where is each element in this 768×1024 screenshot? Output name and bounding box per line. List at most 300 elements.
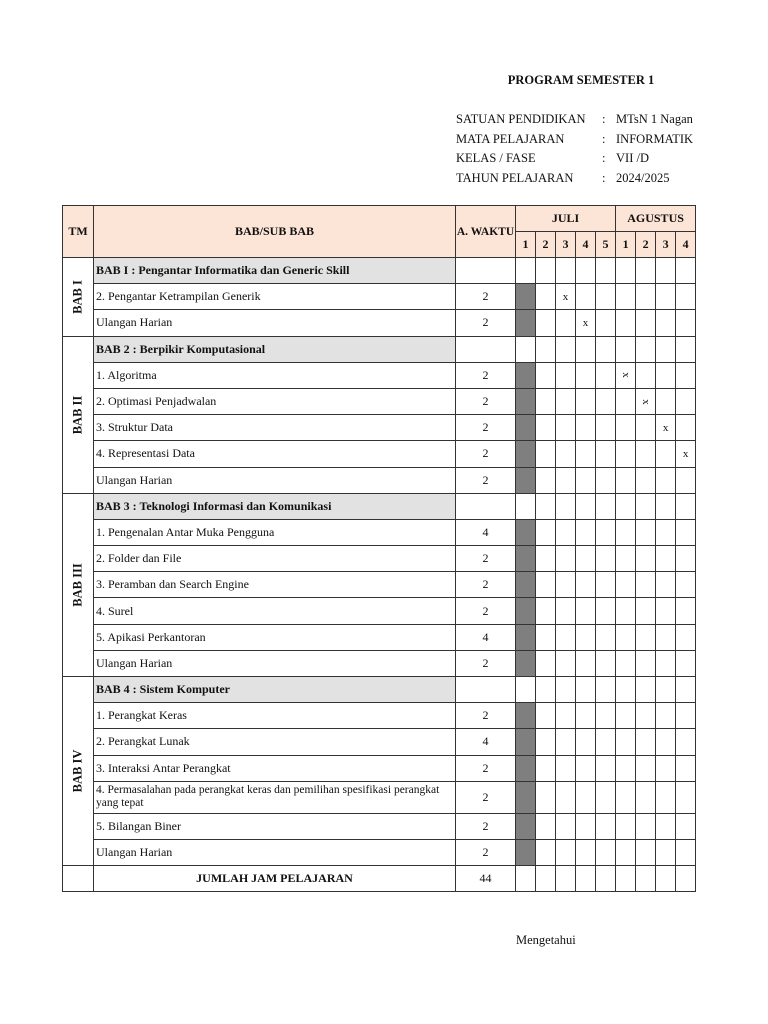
week-cell	[536, 650, 556, 676]
schedule-body	[63, 258, 696, 892]
week-cell	[636, 813, 656, 839]
week-cell	[576, 813, 596, 839]
week-cell	[556, 781, 576, 813]
topic-name: 4. Permasalahan pada perangkat keras dan pemilihan spesifikasi perangkat yang tepat	[94, 781, 456, 813]
topic-name: Ulangan Harian	[94, 839, 456, 865]
week-cell	[616, 467, 636, 493]
week-cell	[576, 336, 596, 362]
chapter-title-row	[63, 336, 696, 362]
chapter-title-row	[63, 493, 696, 519]
topic-row	[63, 781, 696, 813]
week-cell	[616, 677, 636, 703]
week-cell	[596, 572, 616, 598]
week-cell	[656, 441, 676, 467]
week-cell	[596, 415, 616, 441]
week-cell	[636, 839, 656, 865]
week-cell	[556, 624, 576, 650]
week-cell-shaded	[516, 546, 536, 572]
header-july-week-4: 4	[576, 232, 596, 258]
week-cell	[636, 336, 656, 362]
week-cell-shaded	[516, 441, 536, 467]
topic-row	[63, 415, 696, 441]
info-row-year	[456, 169, 693, 189]
week-cell	[536, 519, 556, 545]
week-cell-shaded	[516, 598, 536, 624]
week-cell	[656, 310, 676, 336]
schedule-table	[62, 205, 696, 892]
week-cell	[596, 546, 616, 572]
week-cell	[616, 624, 636, 650]
week-cell	[556, 703, 576, 729]
week-cell	[636, 415, 656, 441]
week-cell	[656, 813, 676, 839]
header-july-week-3: 3	[556, 232, 576, 258]
info-value: MTsN 1 Nagan	[616, 112, 693, 126]
chapter-label: BAB I	[70, 279, 85, 314]
topic-row	[63, 572, 696, 598]
week-cell-shaded	[516, 415, 536, 441]
week-cell	[616, 755, 636, 781]
chapter-title: BAB 2 : Berpikir Komputasional	[94, 336, 456, 362]
week-cell	[676, 598, 696, 624]
week-cell	[636, 284, 656, 310]
week-cell	[556, 362, 576, 388]
week-cell	[576, 441, 596, 467]
week-cell	[676, 650, 696, 676]
chapter-label-cell	[63, 493, 94, 676]
header-august-week-4: 4	[676, 232, 696, 258]
header-topic: BAB/SUB BAB	[94, 206, 456, 258]
week-cell-shaded	[516, 310, 536, 336]
week-cell	[676, 362, 696, 388]
week-cell	[556, 839, 576, 865]
header-tm: TM	[63, 206, 94, 258]
topic-row	[63, 546, 696, 572]
week-cell	[676, 467, 696, 493]
chapter-title-row	[63, 258, 696, 284]
week-cell	[676, 839, 696, 865]
week-cell-shaded	[516, 729, 536, 755]
week-cell	[596, 284, 616, 310]
week-cell	[556, 336, 576, 362]
week-cell	[576, 546, 596, 572]
week-mark	[676, 441, 696, 467]
topic-row	[63, 362, 696, 388]
week-cell	[536, 467, 556, 493]
week-cell	[616, 650, 636, 676]
chapter-title: BAB 4 : Sistem Komputer	[94, 677, 456, 703]
info-row-class	[456, 149, 693, 169]
week-cell	[536, 755, 556, 781]
topic-name: 1. Algoritma	[94, 362, 456, 388]
week-cell-shaded	[516, 519, 536, 545]
header-august-week-3: 3	[656, 232, 676, 258]
week-cell	[636, 650, 656, 676]
week-cell	[636, 467, 656, 493]
time-allocation: 2	[456, 650, 516, 676]
week-cell	[556, 729, 576, 755]
week-cell	[576, 650, 596, 676]
topic-row	[63, 839, 696, 865]
header-month-august: AGUSTUS	[616, 206, 696, 232]
topic-name: Ulangan Harian	[94, 310, 456, 336]
chapter-label-cell	[63, 677, 94, 866]
week-cell	[656, 729, 676, 755]
week-cell	[636, 781, 656, 813]
week-cell	[536, 441, 556, 467]
week-cell	[676, 624, 696, 650]
week-cell	[636, 546, 656, 572]
week-cell	[616, 258, 636, 284]
time-allocation: 2	[456, 441, 516, 467]
week-cell	[536, 310, 556, 336]
topic-name: 2. Optimasi Penjadwalan	[94, 388, 456, 414]
topic-row	[63, 729, 696, 755]
week-cell	[616, 415, 636, 441]
week-cell	[576, 362, 596, 388]
week-cell	[536, 866, 556, 892]
week-cell	[576, 677, 596, 703]
week-cell	[596, 519, 616, 545]
topic-name: 2. Pengantar Ketrampilan Generik	[94, 284, 456, 310]
week-cell	[576, 519, 596, 545]
week-cell	[556, 677, 576, 703]
time-allocation: 2	[456, 572, 516, 598]
time-allocation: 4	[456, 624, 516, 650]
week-cell	[656, 866, 676, 892]
time-cell	[456, 493, 516, 519]
week-cell	[616, 598, 636, 624]
week-cell	[676, 866, 696, 892]
week-cell	[556, 650, 576, 676]
week-cell	[536, 415, 556, 441]
time-allocation: 2	[456, 362, 516, 388]
week-cell	[676, 813, 696, 839]
week-cell	[676, 755, 696, 781]
week-cell	[596, 703, 616, 729]
week-cell	[636, 866, 656, 892]
topic-row	[63, 755, 696, 781]
week-cell	[596, 755, 616, 781]
week-cell	[616, 866, 636, 892]
week-cell	[556, 546, 576, 572]
time-allocation: 2	[456, 284, 516, 310]
topic-row	[63, 441, 696, 467]
week-cell-shaded	[516, 813, 536, 839]
week-cell	[556, 258, 576, 284]
info-value: 2024/2025	[616, 170, 670, 185]
week-cell	[636, 572, 656, 598]
topic-row	[63, 519, 696, 545]
chapter-label: BAB III	[70, 563, 85, 607]
week-cell	[596, 441, 616, 467]
week-cell	[556, 388, 576, 414]
week-cell	[596, 258, 616, 284]
topic-row	[63, 310, 696, 336]
topic-row	[63, 467, 696, 493]
week-cell	[676, 284, 696, 310]
week-cell	[676, 546, 696, 572]
week-cell	[616, 519, 636, 545]
info-colon: :	[602, 112, 606, 126]
week-cell	[576, 572, 596, 598]
week-cell-shaded	[516, 284, 536, 310]
mark-text: x	[639, 398, 652, 405]
footer-acknowledgement: Mengetahui	[516, 933, 576, 947]
week-cell	[636, 493, 656, 519]
info-value: VII /D	[616, 151, 649, 165]
week-cell	[576, 415, 596, 441]
week-cell	[556, 572, 576, 598]
week-cell	[576, 703, 596, 729]
week-cell	[536, 624, 556, 650]
time-allocation: 2	[456, 839, 516, 865]
week-cell	[616, 546, 636, 572]
topic-name: Ulangan Harian	[94, 467, 456, 493]
time-allocation: 2	[456, 755, 516, 781]
week-cell-shaded	[516, 572, 536, 598]
week-cell	[596, 839, 616, 865]
week-cell	[576, 258, 596, 284]
topic-name: 5. Apikasi Perkantoran	[94, 624, 456, 650]
week-mark	[616, 362, 636, 388]
week-cell	[536, 729, 556, 755]
total-empty-cell	[63, 866, 94, 892]
week-cell	[596, 598, 616, 624]
week-cell	[636, 310, 656, 336]
time-cell	[456, 336, 516, 362]
week-cell	[536, 284, 556, 310]
time-allocation: 4	[456, 519, 516, 545]
week-cell	[536, 598, 556, 624]
total-label: JUMLAH JAM PELAJARAN	[94, 866, 456, 892]
week-cell	[616, 493, 636, 519]
week-cell	[536, 781, 556, 813]
week-cell	[576, 467, 596, 493]
week-cell	[656, 839, 676, 865]
week-mark	[576, 310, 596, 336]
header-month-july: JULI	[516, 206, 616, 232]
topic-row	[63, 813, 696, 839]
week-cell	[556, 519, 576, 545]
week-cell	[556, 813, 576, 839]
week-cell	[536, 703, 556, 729]
week-cell	[616, 703, 636, 729]
week-cell	[636, 703, 656, 729]
topic-name: 1. Pengenalan Antar Muka Pengguna	[94, 519, 456, 545]
week-cell	[636, 258, 656, 284]
total-value: 44	[456, 866, 516, 892]
week-cell	[616, 781, 636, 813]
week-cell	[676, 729, 696, 755]
week-cell-shaded	[516, 703, 536, 729]
time-allocation: 4	[456, 729, 516, 755]
week-cell	[616, 310, 636, 336]
chapter-label: BAB IV	[70, 749, 85, 793]
week-cell	[576, 284, 596, 310]
week-cell	[656, 755, 676, 781]
topic-name: 2. Perangkat Lunak	[94, 729, 456, 755]
week-cell	[616, 441, 636, 467]
week-cell	[516, 677, 536, 703]
week-cell	[656, 781, 676, 813]
week-cell-shaded	[516, 467, 536, 493]
info-label: KELAS / FASE	[456, 151, 536, 165]
week-cell	[596, 813, 616, 839]
week-cell	[536, 677, 556, 703]
mark-text: x	[619, 372, 632, 379]
time-allocation: 2	[456, 598, 516, 624]
week-cell-shaded	[516, 388, 536, 414]
week-cell	[556, 467, 576, 493]
week-cell	[656, 258, 676, 284]
week-cell	[656, 467, 676, 493]
topic-name: 3. Struktur Data	[94, 415, 456, 441]
week-cell	[576, 781, 596, 813]
week-cell-shaded	[516, 781, 536, 813]
header-july-week-5: 5	[596, 232, 616, 258]
week-cell	[556, 755, 576, 781]
week-cell	[536, 362, 556, 388]
week-cell	[676, 415, 696, 441]
info-block	[456, 110, 693, 188]
week-cell	[596, 781, 616, 813]
week-cell	[676, 572, 696, 598]
mark-text: x	[682, 447, 689, 460]
week-cell	[636, 729, 656, 755]
week-cell	[596, 493, 616, 519]
week-cell	[516, 866, 536, 892]
week-cell	[656, 703, 676, 729]
time-allocation: 2	[456, 415, 516, 441]
info-row-subject	[456, 130, 693, 150]
time-allocation: 2	[456, 467, 516, 493]
week-cell	[576, 866, 596, 892]
topic-name: 3. Interaksi Antar Perangkat	[94, 755, 456, 781]
week-cell	[656, 388, 676, 414]
topic-row	[63, 284, 696, 310]
week-cell	[676, 310, 696, 336]
week-cell	[516, 493, 536, 519]
topic-row	[63, 624, 696, 650]
week-mark	[636, 388, 656, 414]
week-cell	[636, 755, 656, 781]
week-cell	[656, 572, 676, 598]
week-cell	[596, 388, 616, 414]
week-cell	[536, 839, 556, 865]
week-cell	[656, 624, 676, 650]
week-cell	[576, 624, 596, 650]
week-cell	[536, 388, 556, 414]
chapter-label-cell	[63, 258, 94, 337]
topic-name: 5. Bilangan Biner	[94, 813, 456, 839]
time-allocation: 2	[456, 310, 516, 336]
week-cell-shaded	[516, 755, 536, 781]
week-cell	[636, 441, 656, 467]
header-july-week-2: 2	[536, 232, 556, 258]
week-cell	[596, 677, 616, 703]
topic-name: 2. Folder dan File	[94, 546, 456, 572]
week-cell	[656, 336, 676, 362]
info-colon: :	[602, 131, 606, 146]
topic-row	[63, 650, 696, 676]
week-cell	[616, 813, 636, 839]
week-cell	[676, 493, 696, 519]
week-cell	[616, 839, 636, 865]
week-cell	[596, 467, 616, 493]
chapter-label-cell	[63, 336, 94, 493]
week-cell	[656, 519, 676, 545]
info-label: SATUAN PENDIDIKAN	[456, 112, 586, 126]
week-cell	[556, 598, 576, 624]
chapter-label: BAB II	[70, 395, 85, 434]
header-july-week-1: 1	[516, 232, 536, 258]
week-cell	[616, 336, 636, 362]
time-allocation: 2	[456, 388, 516, 414]
week-cell	[536, 258, 556, 284]
total-row	[63, 866, 696, 892]
week-cell	[656, 650, 676, 676]
header-august-week-1: 1	[616, 232, 636, 258]
document-title: PROGRAM SEMESTER 1	[507, 73, 655, 87]
week-cell	[576, 493, 596, 519]
week-cell	[536, 572, 556, 598]
week-cell	[656, 598, 676, 624]
week-cell	[536, 493, 556, 519]
week-cell	[596, 310, 616, 336]
time-allocation: 2	[456, 781, 516, 813]
week-cell	[596, 866, 616, 892]
week-cell	[656, 362, 676, 388]
week-cell-shaded	[516, 362, 536, 388]
week-cell-shaded	[516, 839, 536, 865]
topic-name: 3. Peramban dan Search Engine	[94, 572, 456, 598]
week-cell-shaded	[516, 624, 536, 650]
week-cell	[636, 677, 656, 703]
week-cell	[616, 572, 636, 598]
week-cell	[596, 650, 616, 676]
info-label: TAHUN PELAJARAN	[456, 170, 574, 185]
week-mark	[656, 415, 676, 441]
week-cell	[596, 729, 616, 755]
week-cell	[556, 866, 576, 892]
week-cell	[636, 598, 656, 624]
week-cell	[576, 598, 596, 624]
week-cell	[576, 729, 596, 755]
header-time: A. WAKTU	[456, 206, 516, 258]
week-cell	[556, 441, 576, 467]
week-cell	[636, 362, 656, 388]
week-cell	[516, 258, 536, 284]
week-cell	[616, 388, 636, 414]
week-cell	[656, 546, 676, 572]
week-cell	[676, 258, 696, 284]
week-cell	[676, 336, 696, 362]
mark-text: x	[662, 421, 669, 434]
week-cell	[676, 388, 696, 414]
info-label: MATA PELAJARAN	[456, 131, 565, 146]
info-colon: :	[602, 151, 606, 165]
week-cell-shaded	[516, 650, 536, 676]
topic-name: 1. Perangkat Keras	[94, 703, 456, 729]
topic-name: 4. Representasi Data	[94, 441, 456, 467]
week-cell	[596, 624, 616, 650]
info-row-school	[456, 110, 693, 130]
week-cell	[676, 781, 696, 813]
time-cell	[456, 677, 516, 703]
week-cell	[536, 546, 556, 572]
week-cell	[616, 284, 636, 310]
